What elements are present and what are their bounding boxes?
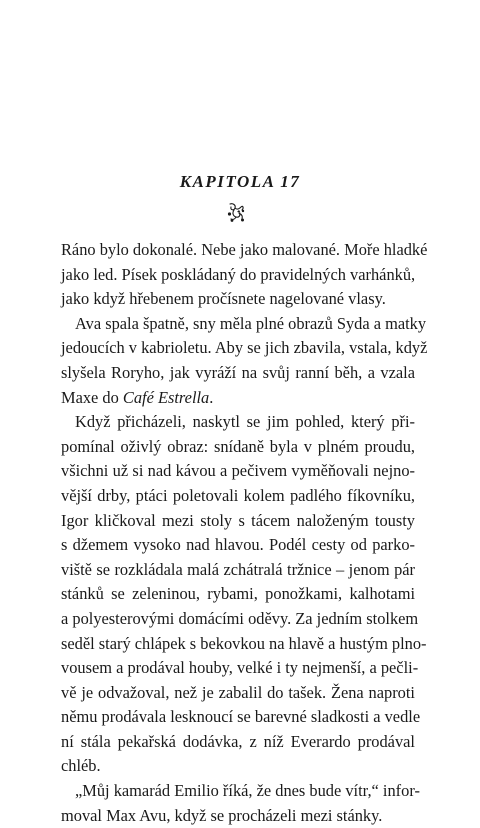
text-line: Ráno bylo dokonalé. Nebe jako malované. Moře hladké	[61, 240, 428, 259]
text-fragment: .	[209, 387, 214, 407]
text-line: s džemem vysoko nad hlavou. Podél cesty od parko-	[61, 535, 415, 555]
text-line: Když přicházeli, naskytl se jim pohled, který při-	[75, 412, 415, 432]
text-line: pomínal oživlý obraz: snídaně byla v plném proudu,	[61, 436, 415, 456]
text-line: Igor kličkoval mezi stoly s tácem naloženým tousty	[61, 510, 415, 530]
text-line: všichni už si nad kávou a pečivem vyměňovali nejno-	[61, 461, 415, 481]
text-line	[61, 386, 415, 411]
text-line: vousem a prodával houby, velké i ty nejmenší, a pečli-	[61, 658, 419, 678]
text-line: němu prodávala lesknoucí se barevné sladkosti a vedle	[61, 707, 421, 727]
text-line: vější drby, ptáci poletovali kolem padlého fíkovníku,	[61, 485, 415, 505]
text-line: chléb.	[61, 756, 101, 776]
text-line: a polyesterovými domácími oděvy. Za jedním stolkem	[61, 608, 419, 628]
chapter-title: KAPITOLA 17	[179, 172, 301, 191]
paragraph	[61, 312, 428, 410]
paragraph	[61, 410, 427, 779]
text-fragment: Maxe do	[61, 387, 123, 407]
floral-vine-ornament-icon	[224, 200, 248, 224]
text-line: stánků se zeleninou, rybami, ponožkami, kalhotami	[61, 584, 415, 604]
text-line: jako led. Písek poskládaný do pravidelných varhánků,	[61, 264, 416, 284]
text-line: „Můj kamarád Emilio říká, že dnes bude vítr,“ infor-	[75, 781, 420, 801]
paragraph	[61, 779, 420, 828]
text-line: viště se rozkládala malá zchátralá tržnice – jenom pár	[61, 559, 415, 579]
text-line: vě je odvažoval, než je zabalil do tašek. Žena naproti	[61, 682, 415, 702]
text-line: moval Max Avu, když se procházeli mezi stánky.	[61, 805, 383, 825]
text-line: jako když hřebenem pročísnete nagelované vlasy.	[61, 289, 386, 309]
text-line: ní stála pekařská dodávka, z níž Everardo prodával	[61, 731, 415, 751]
cafe-name: Café Estrella	[122, 387, 210, 407]
text-line: jedoucích v kabrioletu. Aby se jich zbavila, vstala, když	[61, 338, 428, 358]
text-line: seděl starý chlápek s bekovkou na hlavě a hustým plno-	[61, 633, 427, 653]
chapter-body	[61, 238, 428, 828]
text-line: Ava spala špatně, sny měla plné obrazů Syda a matky	[75, 313, 427, 333]
paragraph	[61, 238, 428, 312]
text-line: slyšela Roryho, jak vyráží na svůj ranní běh, a vzala	[61, 362, 415, 382]
